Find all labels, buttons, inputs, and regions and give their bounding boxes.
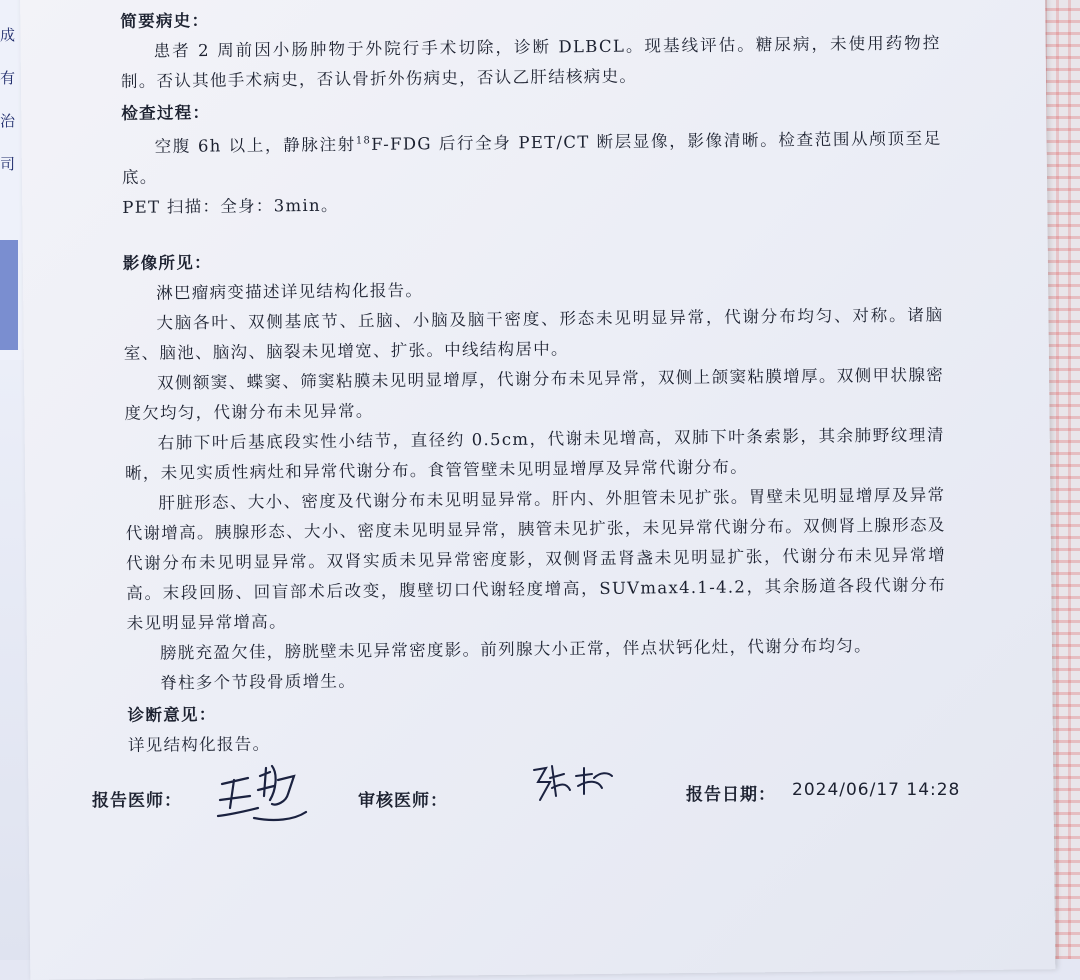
date-label: 报告日期： — [686, 785, 776, 805]
finding-paragraph: 脊柱多个节段骨质增生。 — [160, 671, 357, 693]
procedure-text — [121, 120, 942, 192]
reviewer-label: 审核医师： — [358, 791, 448, 811]
reporter-signature — [214, 760, 314, 824]
report-body — [120, 0, 948, 760]
edge-glyph: 有 — [0, 69, 16, 87]
edge-glyph: 治 — [0, 112, 16, 130]
findings-title: 影像所见： — [122, 252, 212, 273]
procedure-title: 检查过程： — [121, 103, 211, 123]
procedure-scan-text: PET 扫描：全身：3min。 — [122, 195, 339, 217]
diagnosis-text: 详见结构化报告。 — [127, 733, 271, 755]
reporter-label: 报告医师： — [92, 791, 182, 811]
finding-paragraph: 双侧额窦、蝶窦、筛窦粘膜未见明显增厚，代谢分布未见异常，双侧上颌窦粘膜增厚。双侧甲状腺密度欠均匀，代谢分布未见异常。 — [124, 364, 945, 423]
procedure-text-pre: 空腹 6h 以上，静脉注射 — [154, 134, 356, 157]
signature-row — [92, 760, 972, 830]
isotope-superscript: 18 — [355, 135, 372, 147]
reviewer-signature — [528, 760, 618, 810]
report-paper — [20, 0, 1055, 980]
history-text: 患者 2 周前因小肠肿物于外院行手术切除，诊断 DLBCL。现基线评估。糖尿病，未使用药物控制。否认其他手术病史，否认骨折外伤病史，否认乙肝结核病史。 — [120, 33, 941, 91]
edge-glyph: 司 — [0, 155, 16, 173]
left-blue-bar — [0, 240, 18, 350]
diagnosis-title: 诊断意见： — [127, 704, 217, 725]
report-date: 2024/06/17 14:28 — [792, 780, 961, 800]
finding-paragraph: 膀胱充盈欠佳，膀胱壁未见异常密度影。前列腺大小正常，伴点状钙化灶，代谢分布均匀。 — [159, 635, 873, 663]
finding-paragraph: 大脑各叶、双侧基底节、丘脑、小脑及脑干密度、形态未见明显异常，代谢分布均匀、对称。诸脑室、脑池、脑沟、脑裂未见增宽、扩张。中线结构居中。 — [123, 304, 944, 363]
finding-paragraph: 肝脏形态、大小、密度及代谢分布未见明显异常。肝内、外胆管未见扩张。胃壁未见明显增厚及异常代谢增高。胰腺形态、大小、密度未见明显异常，胰管未见扩张，未见异常代谢分布。双侧肾上腺形态及代谢分布未见明显异常。双肾实质未见异常密度影，双侧肾盂肾盏未见明显扩张，代谢分布未见异常增高。末段回肠、回盲部术后改变，腹壁切口代谢轻度增高，SUVmax4.1-4.2，其余肠道各段代谢分布未见明显异常增高。 — [125, 484, 947, 633]
finding-paragraph: 右肺下叶后基底段实性小结节，直径约 0.5cm，代谢未见增高，双肺下叶条索影，其余肺野纹理清晰，未见实质性病灶和异常代谢分布。食管管壁未见明显增厚及异常代谢分布。 — [124, 424, 945, 483]
left-page-edge-text — [0, 14, 16, 186]
edge-glyph: 成 — [0, 26, 16, 44]
finding-paragraph: 淋巴瘤病变描述详见结构化报告。 — [156, 280, 424, 303]
procedure-text-post: F-FDG 后行全身 PET/CT 断层显像，影像清晰。检查范围从颅顶至足底。 — [121, 128, 942, 187]
history-title: 简要病史： — [120, 11, 210, 31]
